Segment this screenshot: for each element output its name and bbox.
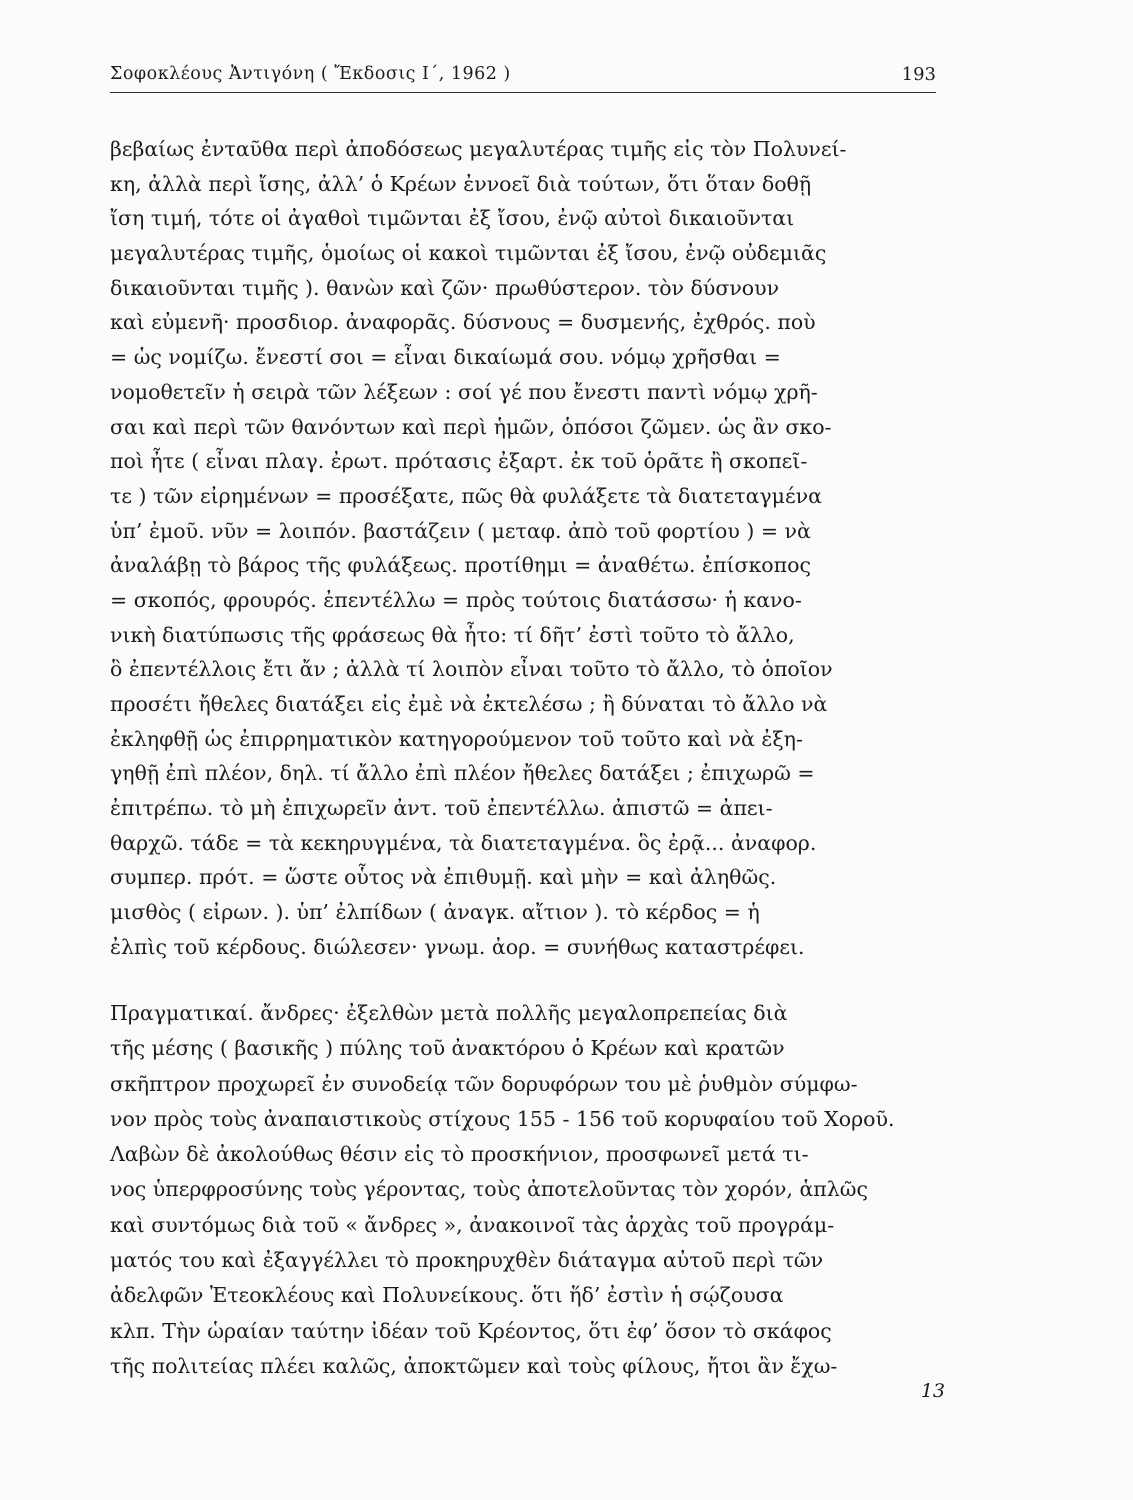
text-line: κλπ. Τὴν ὡραίαν ταύτην ἰδέαν τοῦ Κρέοντος, ὅτι ἐφ’ ὅσον τὸ σκάφος [110, 1318, 832, 1343]
text-line: ὃ ἐπεντέλλοις ἔτι ἄν ; ἀλλὰ τί λοιπὸν εἶναι τοῦτο τὸ ἄλλο, τὸ ὁποῖον [110, 657, 833, 682]
text-line: ἴση τιμή, τότε οἱ ἀγαθοὶ τιμῶνται ἐξ ἴσου, ἐνῷ αὐτοὶ δικαιοῦνται [110, 206, 795, 231]
text-line: συμπερ. πρότ. = ὥστε οὗτος νὰ ἐπιθυμῇ. καὶ μὴν = καὶ ἀληθῶς. [110, 865, 777, 890]
text-line: προσέτι ἤθελες διατάξει εἰς ἐμὲ νὰ ἐκτελέσω ; ἢ δύναται τὸ ἄλλο νὰ [110, 692, 828, 716]
text-line: νον πρὸς τοὺς ἀναπαιστικοὺς στίχους 155 - 156 τοῦ κορυφαίου τοῦ Χοροῦ. [110, 1106, 895, 1131]
text-line: νομοθετεῖν ἡ σειρὰ τῶν λέξεων : σοί γέ που ἔνεστι παντὶ νόμῳ χρῆ- [110, 379, 818, 404]
commentary-paragraph [110, 132, 946, 965]
text-line: σαι καὶ περὶ τῶν θανόντων καὶ περὶ ἡμῶν, ὁπόσοι ζῶμεν. ὡς ἂν σκο- [110, 414, 832, 439]
text-line: δικαιοῦνται τιμῆς ). θανὼν καὶ ζῶν· πρωθύστερον. τὸν δύσνουν [110, 275, 780, 300]
text-line: βεβαίως ἐνταῦθα περὶ ἀποδόσεως μεγαλυτέρας τιμῆς εἰς τὸν Πολυνεί- [110, 137, 847, 161]
text-line: = ὡς νομίζω. ἔνεστί σοι = εἶναι δικαίωμά σου. νόμῳ χρῆσθαι = [110, 345, 781, 370]
page-number: 193 [901, 64, 936, 85]
text-line: μισθὸς ( εἰρων. ). ὑπ’ ἐλπίδων ( ἀναγκ. αἴτιον ). τὸ κέρδος = ἡ [110, 900, 760, 925]
text-line: τῆς μέσης ( βασικῆς ) πύλης τοῦ ἀνακτόρου ὁ Κρέων καὶ κρατῶν [110, 1036, 785, 1061]
text-line: σκῆπτρον προχωρεῖ ἐν συνοδείᾳ τῶν δορυφόρων του μὲ ῥυθμὸν σύμφω- [110, 1071, 858, 1096]
text-line: μεγαλυτέρας τιμῆς, ὁμοίως οἱ κακοὶ τιμῶνται ἐξ ἴσου, ἐνῷ οὐδεμιᾶς [110, 241, 827, 266]
text-line: κη, ἀλλὰ περὶ ἴσης, ἀλλ’ ὁ Κρέων ἐννοεῖ διὰ τούτων, ὅτι ὅταν δοθῇ [110, 171, 812, 196]
text-line: ἀναλάβῃ τὸ βάρος τῆς φυλάξεως. προτίθημι = ἀναθέτω. ἐπίσκοπος [110, 553, 811, 578]
pragmatikai-paragraph [110, 996, 946, 1384]
text-line: Πραγματικαί. ἄνδρες· ἐξελθὼν μετὰ πολλῆς μεγαλοπρεπείας διὰ [110, 1001, 788, 1025]
text-line: νος ὑπερφροσύνης τοὺς γέροντας, τοὺς ἀποτελοῦντας τὸν χορόν, ἁπλῶς [110, 1177, 868, 1202]
text-line: τῆς πολιτείας πλέει καλῶς, ἀποκτῶμεν καὶ τοὺς φίλους, ἤτοι ἂν ἔχω- [110, 1353, 838, 1378]
text-line: ἀδελφῶν Ἐτεοκλέους καὶ Πολυνείκους. ὅτι ἥδ’ ἐστὶν ἡ σῴζουσα [110, 1283, 784, 1308]
page-header [110, 62, 936, 93]
text-line: καὶ εὐμενῆ· προσδιορ. ἀναφορᾶς. δύσνους = δυσμενής, ἐχθρός. ποὺ [110, 310, 816, 335]
text-line: ματός του καὶ ἐξαγγέλλει τὸ προκηρυχθὲν διάταγμα αὐτοῦ περὶ τῶν [110, 1248, 824, 1273]
text-line: νικὴ διατύπωσις τῆς φράσεως θὰ ἦτο: τί δῆτ’ ἐστὶ τοῦτο τὸ ἄλλο, [110, 622, 795, 647]
text-line: Λαβὼν δὲ ἀκολούθως θέσιν εἰς τὸ προσκήνιον, προσφωνεῖ μετά τι- [110, 1142, 809, 1167]
text-line: ἐκληφθῇ ὡς ἐπιρρηματικὸν κατηγορούμενον τοῦ τοῦτο καὶ νὰ ἐξη- [110, 726, 803, 751]
text-line: ποὶ ἦτε ( εἶναι πλαγ. ἐρωτ. πρότασις ἐξαρτ. ἐκ τοῦ ὁρᾶτε ἢ σκοπεῖ- [110, 449, 808, 474]
text-line: ὑπ’ ἐμοῦ. νῦν = λοιπόν. βαστάζειν ( μεταφ. ἀπὸ τοῦ φορτίου ) = νὰ [110, 518, 811, 543]
text-line: ἐλπὶς τοῦ κέρδους. διώλεσεν· γνωμ. ἀορ. = συνήθως καταστρέφει. [110, 934, 805, 959]
text-line: καὶ συντόμως διὰ τοῦ « ἄνδρες », ἀνακοινοῖ τὰς ἀρχὰς τοῦ προγράμ- [110, 1212, 835, 1237]
text-line: = σκοπός, φρουρός. ἐπεντέλλω = πρὸς τούτοις διατάσσω· ἡ κανο- [110, 587, 802, 612]
signature-mark: 13 [920, 1380, 945, 1402]
text-line: ἐπιτρέπω. τὸ μὴ ἐπιχωρεῖν ἀντ. τοῦ ἐπεντέλλω. ἀπιστῶ = ἀπει- [110, 796, 773, 821]
running-title: Σοφοκλέους Ἀντιγόνη ( Ἔκδοσις Ι΄, 1962 ) [110, 64, 511, 84]
text-line: γηθῇ ἐπὶ πλέον, δηλ. τί ἄλλο ἐπὶ πλέον ἤθελες δατάξει ; ἐπιχωρῶ = [110, 761, 815, 786]
text-line: θαρχῶ. τάδε = τὰ κεκηρυγμένα, τὰ διατεταγμένα. ὃς ἐρᾷ... ἀναφορ. [110, 830, 817, 855]
text-line: τε ) τῶν εἰρημένων = προσέξατε, πῶς θὰ φυλάξετε τὰ διατεταγμένα [110, 483, 822, 508]
